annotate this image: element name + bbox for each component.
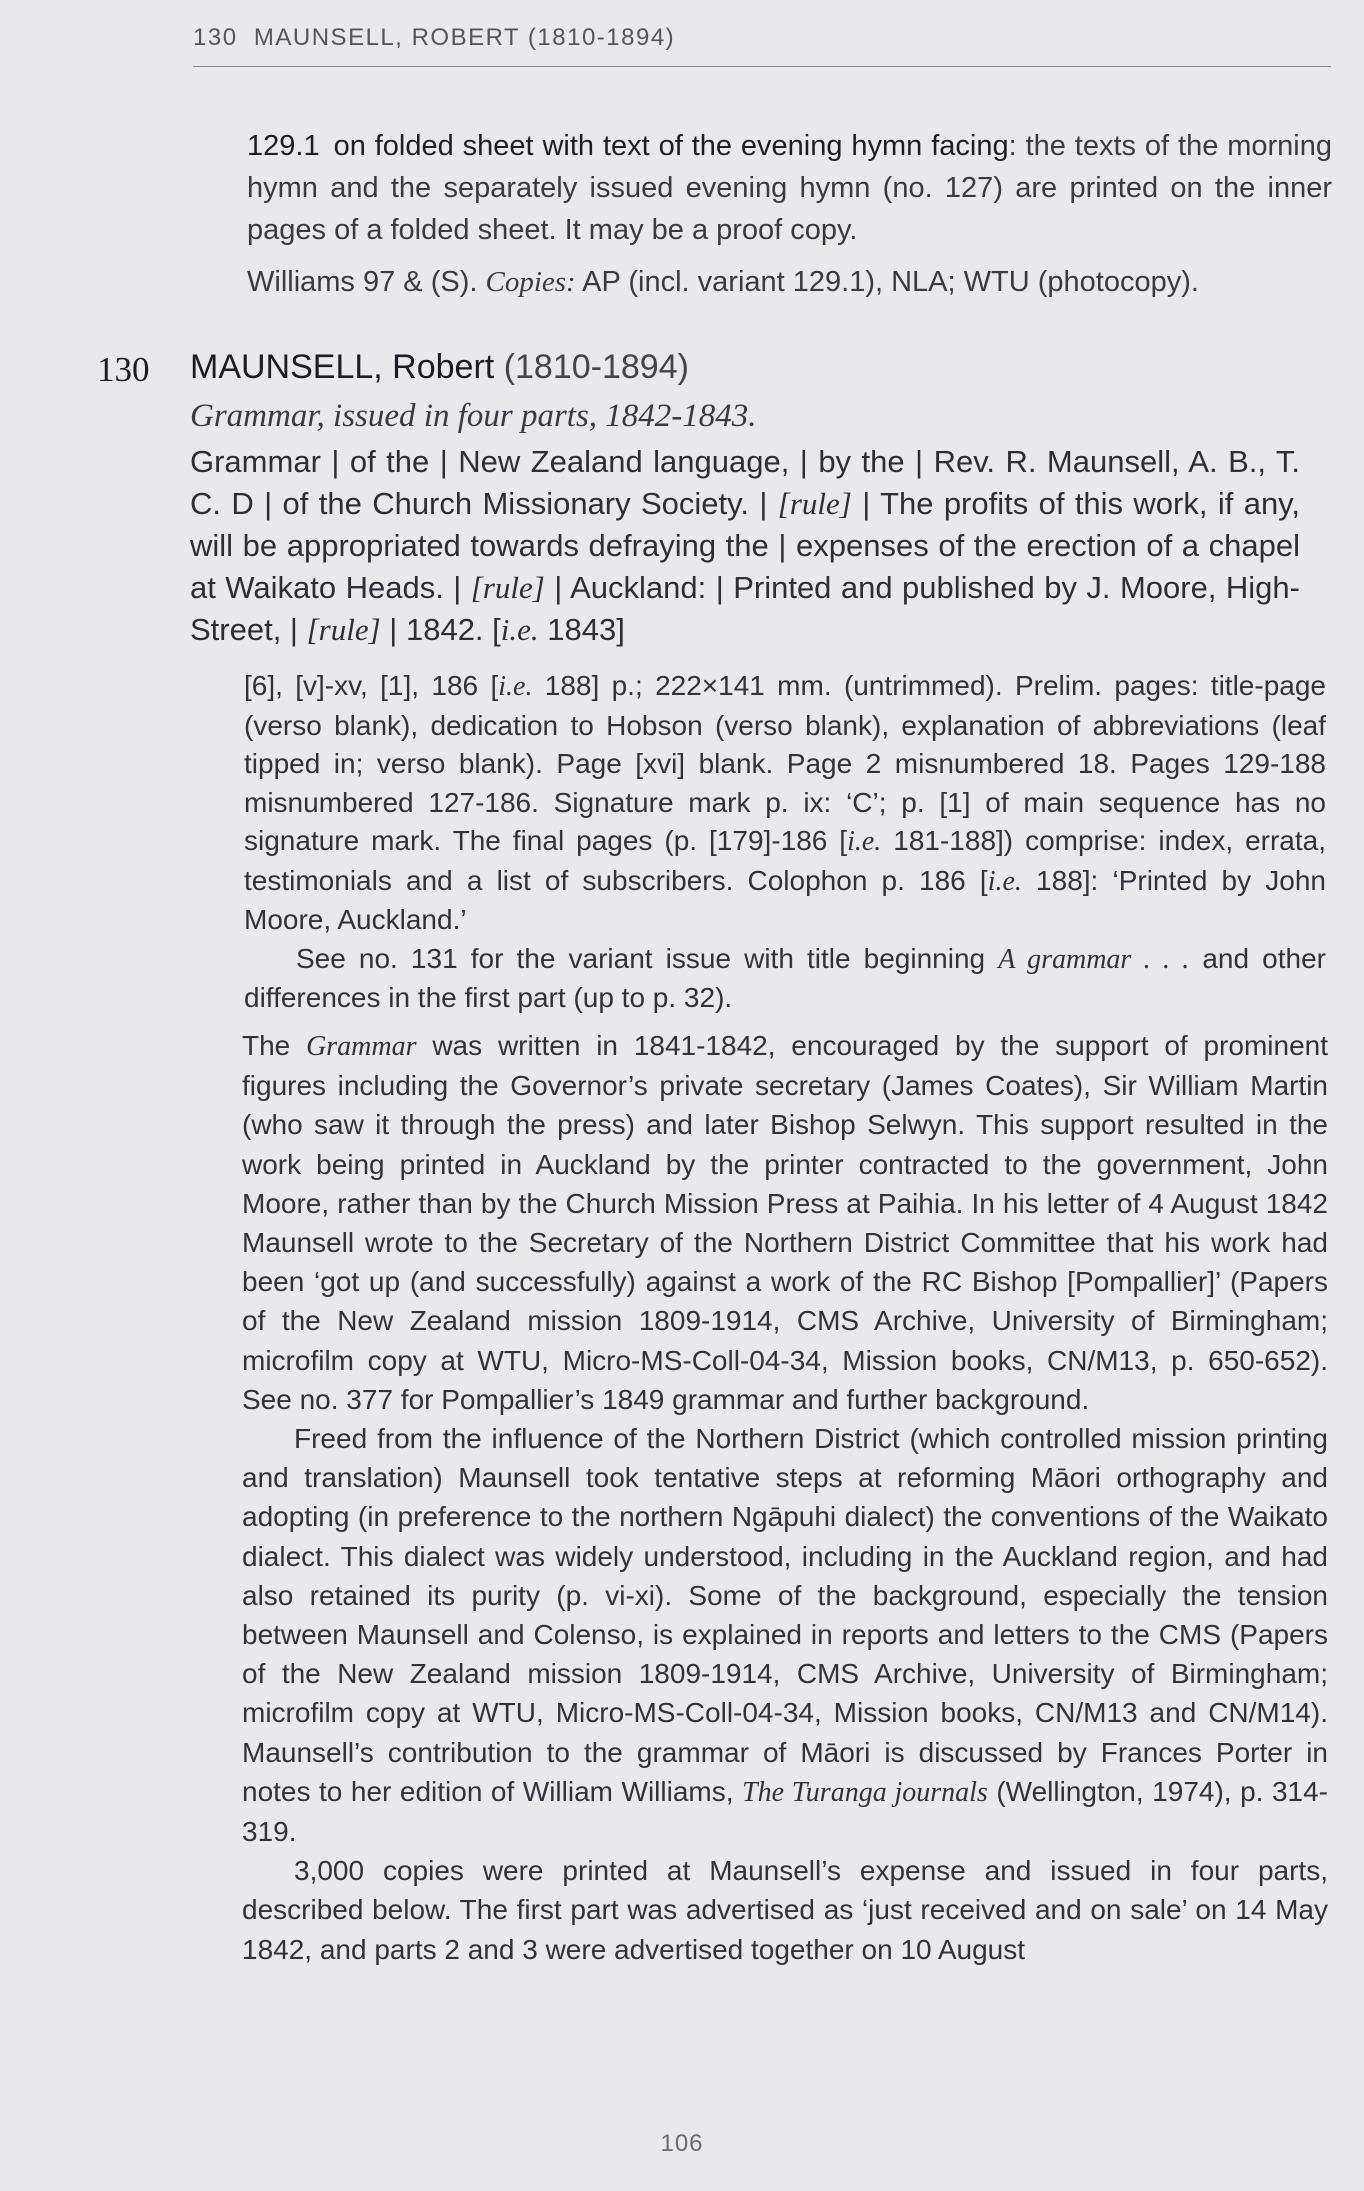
notes-text: was written in 1841-1842, encouraged by the support of prominent figures including the Governor’s private secretary (James Coates), Sir William Martin (who saw it through the press) and later Bishop Selwyn. This support resulted in the work being printed in Auckland by the printer contracted to the government, John Moore, rather than by the Church Mission Press at Paihia. In his letter of 4 August 1842 Maunsell wrote to the Secretary of the Northern District Committee that his work had been ‘got up (and successfully) against a work of the RC Bishop [Pompallier]’ (Papers of the New Zealand mission 1809-1914, CMS Archive, University of Birmingham; microfilm copy at WTU, Micro-MS-Coll-04-34, Mission books, CN/M13, p. 650-652). See no. 377 for Pompallier’s 1849 grammar and further background. bbox=[242, 1030, 1328, 1415]
rule-mark: [rule] bbox=[777, 486, 852, 521]
variant-note-text-2: and other differences in the first part (up to p. 32). bbox=[244, 942, 1326, 1013]
title-page-paragraph bbox=[190, 441, 1300, 651]
subentry-description-paragraph bbox=[247, 125, 1332, 251]
variant-issue-note bbox=[244, 940, 1326, 1018]
notes-paragraph-2 bbox=[242, 1419, 1328, 1851]
running-head bbox=[193, 24, 675, 52]
ie-mark: i.e. bbox=[500, 612, 539, 647]
collation-text-2: 188] p.; 222×141 mm. (untrimmed). Prelim. pages: title-page (verso blank), dedication to Hobson (verso blank), explanation of abbreviations (leaf tipped in; verso blank). Page [xvi] blank. Page 2 misnumbered 18. Pages 129-188 misnumbered 127-186. Signature mark p. ix: ‘C’; p. [1] of main sequence has no signature mark. The final pages (p. [179]-186 [ bbox=[244, 670, 1326, 856]
subentry-citation bbox=[247, 261, 1332, 303]
header-rule bbox=[193, 66, 1331, 67]
title-page-text-2: | The profits of this work, if any, will be appropriated towards defraying the | expenses of the erection of a chapel at Waikato Heads. | bbox=[190, 486, 1300, 605]
title-page-text-1: Grammar | of the | New Zealand language, | by the | Rev. R. Maunsell, A. B., T. C. D | of the Church Missionary Society. | bbox=[190, 444, 1300, 521]
entry-number: 130 bbox=[97, 350, 150, 389]
rule-mark: [rule] bbox=[470, 570, 545, 605]
collation-text-4: 188]: ‘Printed by John Moore, Auckland.’ bbox=[244, 864, 1326, 935]
collation-block bbox=[244, 667, 1326, 1018]
collation-text-1: [6], [v]-xv, [1], 186 [ bbox=[244, 670, 499, 701]
subentry-129-1 bbox=[247, 125, 1332, 303]
variant-note-text-1: See no. 131 for the variant issue with title beginning bbox=[296, 942, 999, 974]
ie-mark: i.e. bbox=[847, 826, 882, 857]
entry-heading bbox=[190, 348, 1335, 387]
subentry-description: : the texts of the morning hymn and the separately issued evening hymn (no. 127) are printed on the inner pages of a folded sheet. It may be a proof copy. bbox=[247, 130, 1332, 246]
title-page-text-4: | 1842. [ bbox=[380, 612, 501, 647]
notes-block bbox=[242, 1026, 1328, 1969]
title-page-transcription bbox=[190, 441, 1300, 651]
title-page-text-5: 1843] bbox=[538, 612, 625, 647]
ie-mark: i.e. bbox=[498, 671, 533, 702]
variant-title: A grammar . . . bbox=[998, 943, 1190, 975]
folio-page-number: 106 bbox=[660, 2130, 704, 2157]
notes-text: The bbox=[242, 1030, 307, 1061]
ie-mark: i.e. bbox=[987, 865, 1022, 897]
grammar-title: Grammar bbox=[306, 1031, 417, 1062]
entry-dates: (1810-1894) bbox=[503, 348, 689, 386]
running-head-page-number: 130 bbox=[193, 24, 238, 51]
turanga-journals-title: The Turanga journals bbox=[742, 1776, 988, 1808]
entry-subtitle: Grammar, issued in four parts, 1842-1843. bbox=[190, 398, 757, 434]
subentry-lead: on folded sheet with text of the evening hymn facing bbox=[333, 130, 1009, 162]
collation-paragraph bbox=[244, 667, 1326, 940]
notes-paragraph-1 bbox=[242, 1026, 1328, 1419]
entry-author: MAUNSELL, Robert bbox=[190, 348, 495, 386]
copies-label: Copies: bbox=[485, 266, 576, 298]
title-page-text-3: | Auckland: | Printed and published by J. Moore, High-Street, | bbox=[190, 570, 1300, 647]
collation-text-3: 181-188]) comprise: index, errata, testimonials and a list of subscribers. Colophon p. 186 [ bbox=[244, 825, 1327, 896]
copies-locations: AP (incl. variant 129.1), NLA; WTU (photocopy). bbox=[575, 266, 1199, 298]
notes-paragraph-3: 3,000 copies were printed at Maunsell’s expense and issued in four parts, described below. The first part was advertised as ‘just received and on sale’ on 14 May 1842, and parts 2 and 3 were advertised together on 10 August bbox=[242, 1855, 1328, 1965]
notes-text: (Wellington, 1974), p. 314-319. bbox=[242, 1775, 1328, 1848]
notes-text: Freed from the influence of the Northern District (which controlled mission printing and translation) Maunsell took tentative steps at reforming Māori orthography and adopting (in preference to the northern Ngāpuhi dialect) the conventions of the Waikato dialect. This dialect was widely understood, including in the Auckland region, and had also retained its purity (p. vi-xi). Some of the background, especially the tension between Maunsell and Colenso, is explained in reports and letters to the CMS (Papers of the New Zealand mission 1809-1914, CMS Archive, University of Birmingham; microfilm copy at WTU, Micro-MS-Coll-04-34, Mission books, CN/M13 and CN/M14). Maunsell’s contribution to the grammar of Māori is discussed by Frances Porter in notes to her edition of William Williams, bbox=[242, 1423, 1328, 1807]
running-head-text: MAUNSELL, ROBERT (1810-1894) bbox=[253, 24, 676, 51]
rule-mark: [rule] bbox=[306, 612, 381, 647]
citation-text: Williams 97 & (S). bbox=[247, 266, 486, 298]
subentry-number: 129.1 bbox=[247, 130, 320, 162]
